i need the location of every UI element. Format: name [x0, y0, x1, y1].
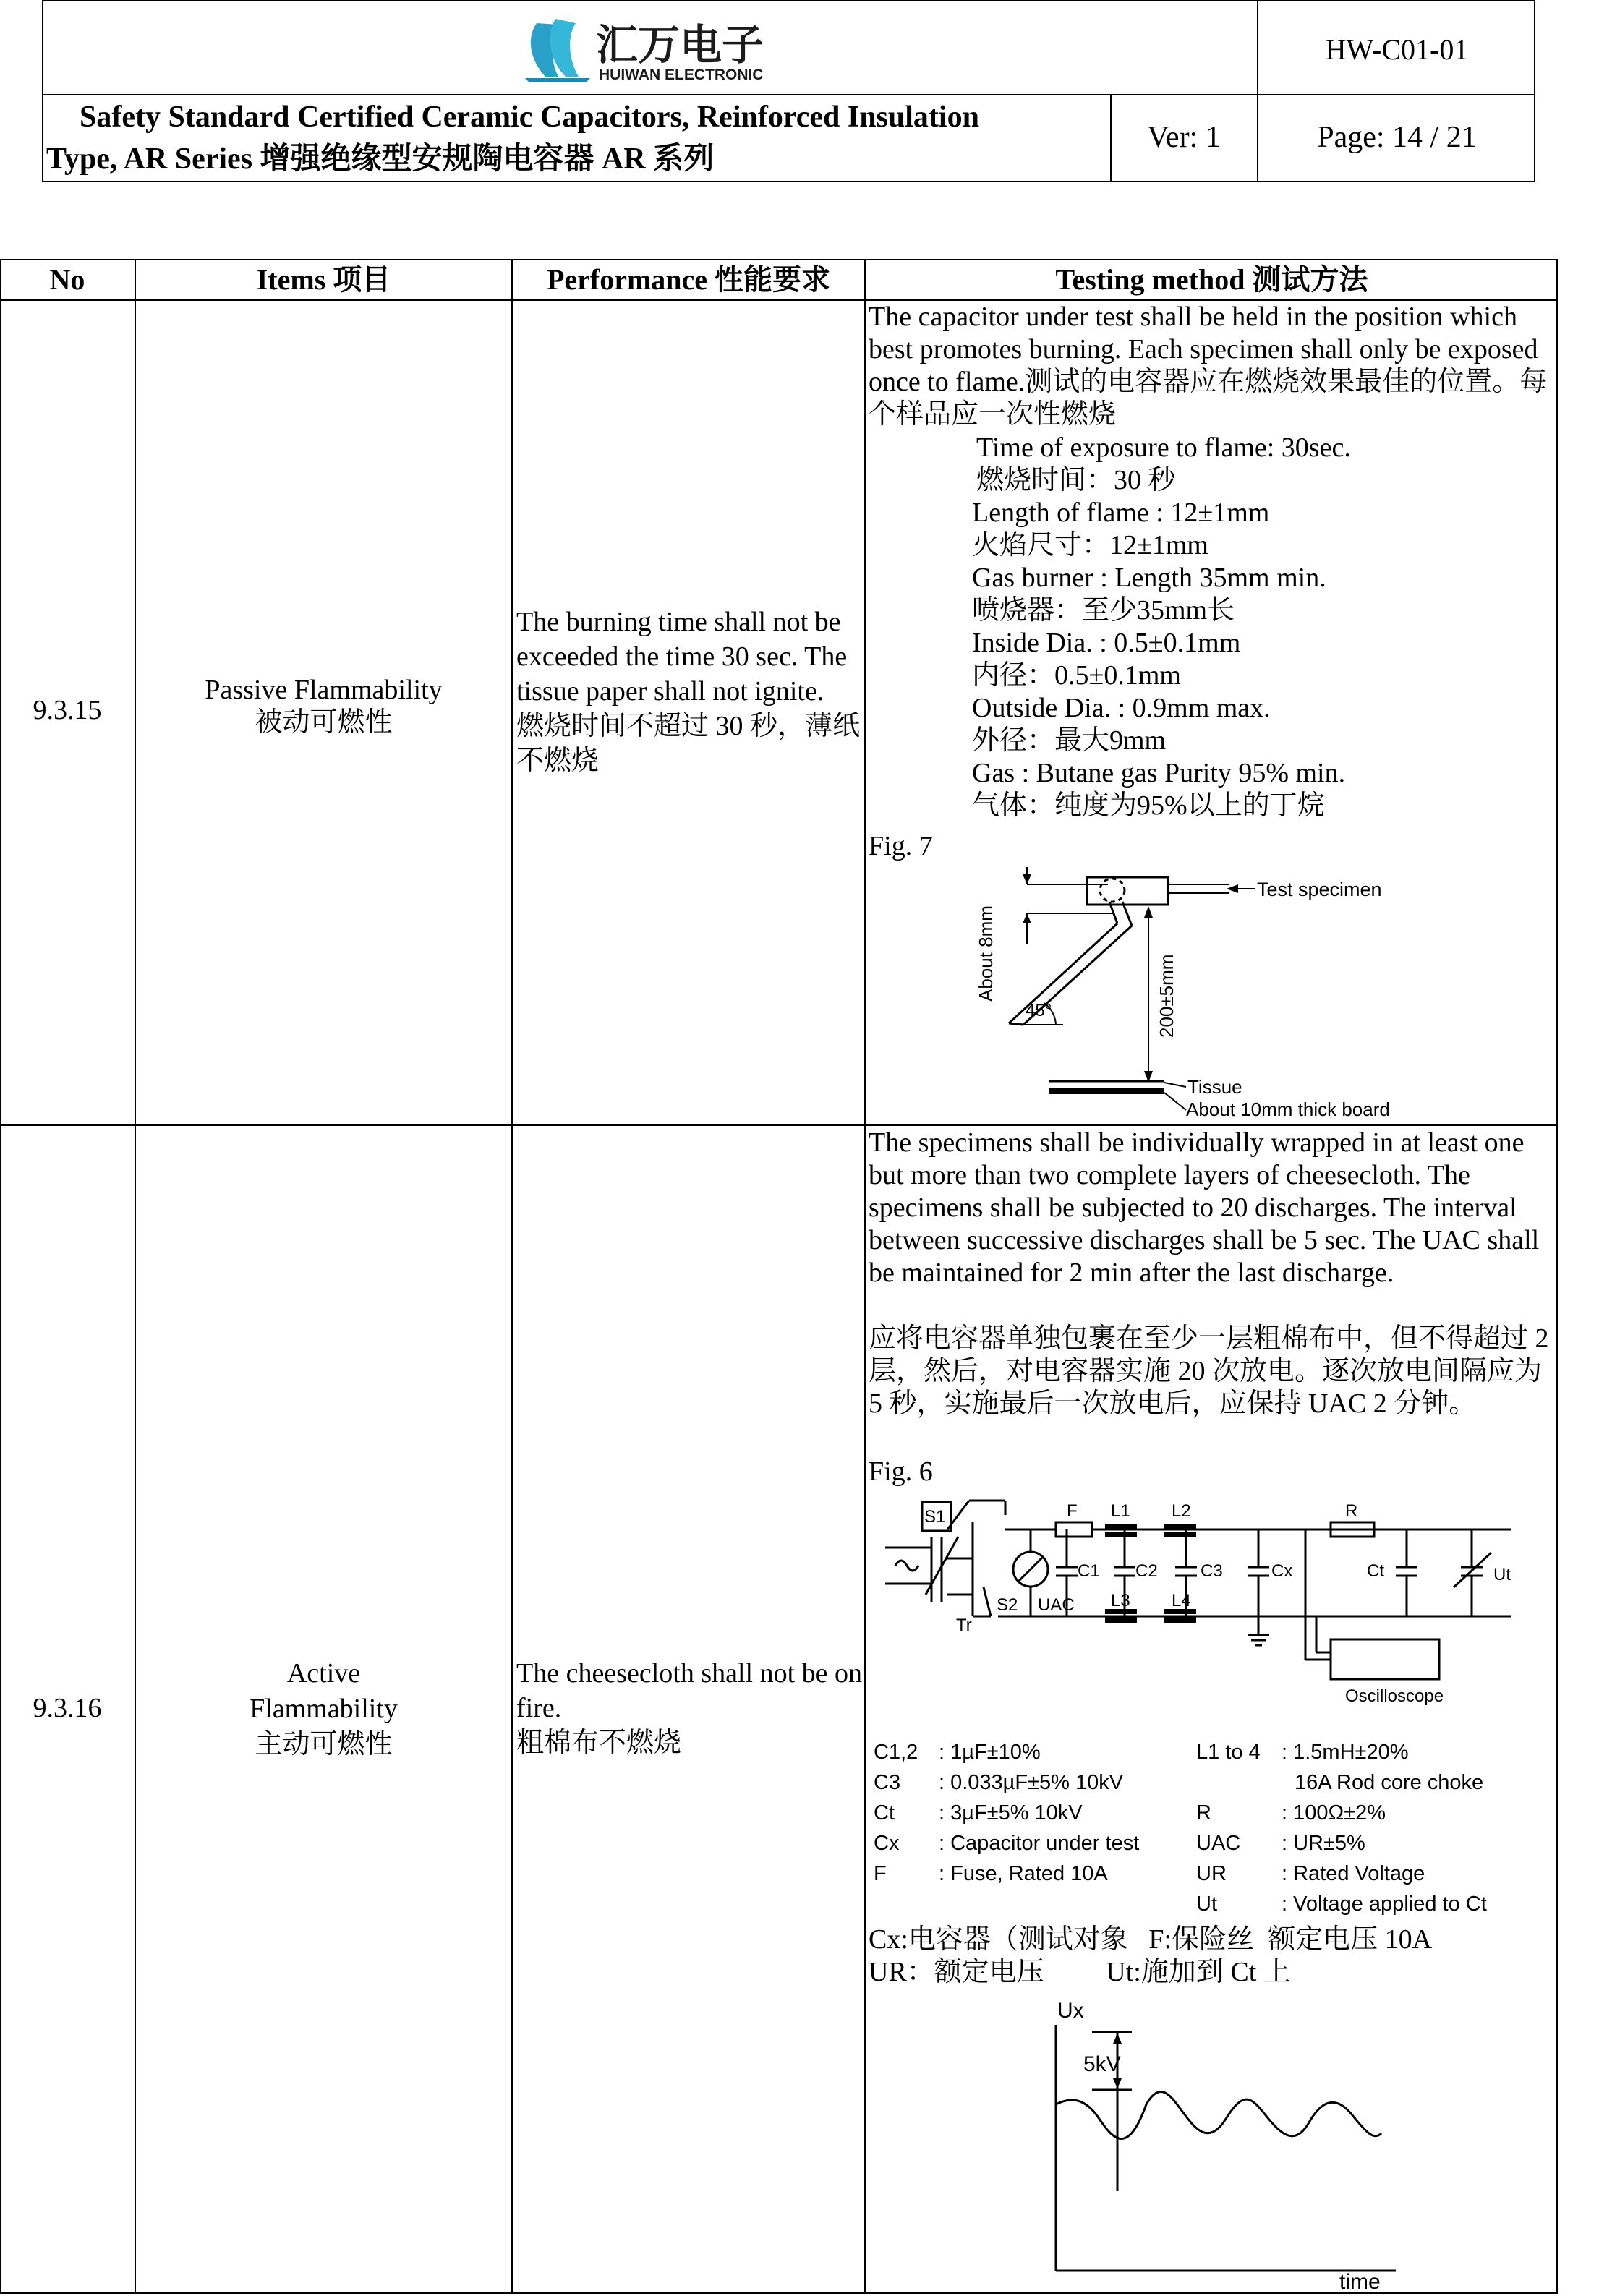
fig6-cn-note-2: UR：额定电压 Ut:施加到 Ct 上: [869, 1957, 1291, 1987]
row-divider: [0, 1124, 1558, 1126]
fig6-legend-right: [1196, 1737, 1543, 1919]
row-9316-method-cn: 应将电容器单独包裹在至少一层粗棉布中，但不得超过 2 层，然后，对电容器实施 20 次放电。逐次放电间隔应为 5 秒，实施最后一次放电后，应保持 UAC 2 分钟。: [869, 1323, 1549, 1419]
col-divider-3: [864, 259, 866, 2294]
wave-xlabel: time: [1339, 2270, 1381, 2292]
circuit-l4-label: L4: [1172, 1591, 1191, 1610]
legend-row: Ct : 3µF±5% 10kV: [874, 1801, 1083, 1825]
doc-title-line1: Safety Standard Certified Ceramic Capacitors, Reinforced Insulation: [80, 101, 979, 134]
method-item: 气体：纯度为95%以上的丁烷: [972, 790, 1325, 821]
legend-row: L1 to 4 : 1.5mH±20%: [1196, 1741, 1409, 1764]
fig6-cn-note-1: Cx:电容器（测试对象 F:保险丝 额定电压 10A: [869, 1924, 1433, 1955]
circuit-c2-label: C2: [1135, 1561, 1158, 1581]
method-item: Gas : Butane gas Purity 95% min.: [972, 758, 1346, 788]
circuit-l1-label: L1: [1111, 1501, 1130, 1521]
row-9315-no: 9.3.15: [33, 695, 102, 725]
version-label: Ver: 1: [1147, 121, 1221, 154]
row-9315-performance: [516, 605, 861, 778]
doc-code: HW-C01-01: [1325, 33, 1469, 66]
row-9316-method-intro: The specimens shall be individually wrapped in at least one but more than two complete layers of cheesecloth. The specimens shall be subjected to 20 discharges. The interval between successive discharges shall be 5 sec. The UAC shall be maintained for 2 min after the last discharge.: [869, 1127, 1540, 1288]
company-logo: [521, 16, 810, 85]
row-9316-item-cn: 主动可燃性: [255, 1729, 393, 1759]
legend-row: Ut : Voltage applied to Ct: [1196, 1892, 1487, 1916]
circuit-ct-label: Ct: [1367, 1561, 1384, 1581]
fig6-label: Fig. 6: [869, 1456, 933, 1487]
row-9315-item-cn: 被动可燃性: [255, 707, 393, 738]
circuit-ut-label: Ut: [1493, 1565, 1511, 1584]
method-item: 内径：0.5±0.1mm: [972, 660, 1181, 691]
row-9315-performance-en: The burning time shall not be exceeded the time 30 sec. The tissue paper shall not ignite.: [516, 607, 848, 707]
circuit-c1-label: C1: [1078, 1561, 1100, 1581]
circuit-f-label: F: [1067, 1501, 1078, 1521]
fig7-label: Fig. 7: [869, 831, 933, 861]
col-header-testing-method: Testing method 测试方法: [1055, 263, 1368, 296]
legend-row: Cx : Capacitor under test: [874, 1832, 1140, 1855]
method-item: Outside Dia. : 0.9mm max.: [972, 693, 1271, 723]
method-item: 燃烧时间：30 秒: [976, 465, 1176, 495]
col-divider-1: [135, 259, 136, 2294]
svg-text:HUIWAN ELECTRONIC: HUIWAN ELECTRONIC: [599, 67, 764, 83]
legend-row: F : Fuse, Rated 10A: [874, 1862, 1108, 1885]
method-item: Inside Dia. : 0.5±0.1mm: [972, 628, 1241, 658]
circuit-tr-label: Tr: [956, 1616, 972, 1635]
legend-row: C1,2 : 1µF±10%: [874, 1741, 1041, 1764]
wave-amplitude-label: 5kV: [1083, 2052, 1121, 2076]
row-9315-method-items: [972, 432, 1551, 822]
circuit-cx-label: Cx: [1271, 1561, 1293, 1581]
circuit-s1-label: S1: [924, 1507, 946, 1527]
svg-text:汇万电子: 汇万电子: [596, 22, 764, 69]
row-9315-performance-cn: 燃烧时间不超过 30 秒，薄纸不燃烧: [516, 711, 861, 776]
legend-row: UR : Rated Voltage: [1196, 1862, 1425, 1885]
circuit-l3-label: L3: [1111, 1591, 1130, 1610]
method-item: 喷烧器：至少35mm长: [972, 595, 1235, 626]
col-divider-2: [511, 259, 513, 2294]
row-9316-no: 9.3.16: [33, 1693, 102, 1723]
circuit-l2-label: L2: [1172, 1501, 1191, 1521]
fig6-voltage-waveform: [1005, 1996, 1396, 2292]
wave-ylabel: Ux: [1057, 1999, 1084, 2023]
row-9316-item: [136, 1656, 511, 1762]
method-item: 外径：最大9mm: [972, 725, 1167, 756]
method-item: Length of flame : 12±1mm: [972, 498, 1270, 528]
fig7-flame-test-diagram: [969, 864, 1417, 1121]
col-header-performance: Performance 性能要求: [546, 263, 831, 296]
row-9315-item-en: Passive Flammability: [205, 675, 443, 705]
method-item: Time of exposure to flame: 30sec.: [976, 432, 1351, 463]
row-9316-performance: [516, 1656, 862, 1760]
legend-row: 16A Rod core choke: [1295, 1771, 1484, 1794]
circuit-oscilloscope-label: Oscilloscope: [1345, 1686, 1444, 1706]
fig6-discharge-circuit: [882, 1486, 1533, 1710]
row-9315-method-intro: The capacitor under test shall be held in the position which best promotes burning. Each specimen shall only be exposed once to flame.测试的电容器应在燃烧效果最佳的位置。每个样品应一次性燃烧: [869, 302, 1548, 430]
method-item: 火焰尺寸：12±1mm: [972, 530, 1208, 560]
fig7-board-label: About 10mm thick board: [1186, 1098, 1390, 1120]
col-header-items: Items 项目: [256, 263, 391, 296]
fig7-height-label: 200±5mm: [1156, 954, 1177, 1038]
method-item: Gas burner : Length 35mm min.: [972, 563, 1326, 593]
row-9316-performance-en: The cheesecloth shall not be on fire.: [516, 1658, 863, 1723]
logo-sail-icon: [521, 16, 810, 85]
circuit-s2-label: S2: [997, 1595, 1018, 1615]
circuit-r-label: R: [1345, 1501, 1358, 1521]
col-header-no: No: [49, 263, 85, 296]
legend-row: R : 100Ω±2%: [1196, 1801, 1386, 1825]
circuit-uac-label: UAC: [1038, 1595, 1075, 1615]
row-9316-item-en-2: Flammability: [250, 1694, 398, 1724]
fig7-test-specimen-label: Test specimen: [1257, 879, 1382, 900]
page-indicator: Page: 14 / 21: [1317, 121, 1477, 154]
fig6-legend-left: [874, 1737, 1192, 1889]
row-9315-item: [136, 674, 511, 739]
circuit-c3-label: C3: [1201, 1561, 1223, 1581]
row-9316-performance-cn: 粗棉布不燃烧: [516, 1728, 682, 1758]
row-9316-item-en-1: Active: [286, 1658, 361, 1689]
legend-row: C3 : 0.033µF±5% 10kV: [874, 1771, 1124, 1794]
legend-row: UAC : UR±5%: [1196, 1832, 1365, 1855]
fig7-tissue-label: Tissue: [1187, 1076, 1242, 1098]
fig7-about-8mm-label: About 8mm: [975, 905, 997, 1002]
fig7-angle-label: 45°: [1026, 1001, 1052, 1020]
doc-title-line2: Type, AR Series 增强绝缘型安规陶电容器 AR 系列: [46, 142, 715, 176]
